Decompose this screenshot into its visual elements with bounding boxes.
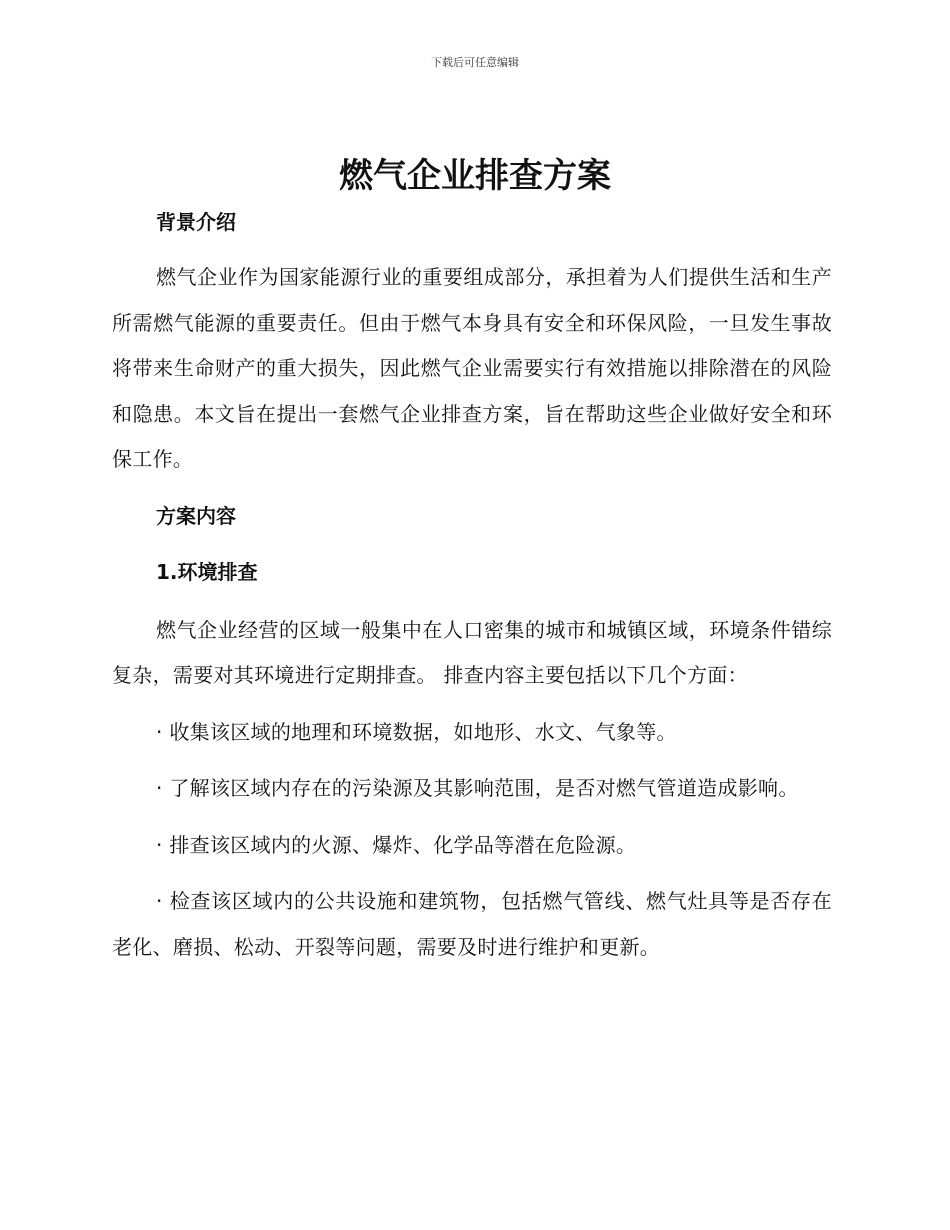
paragraph-environment: 燃气企业经营的区域一般集中在人口密集的城市和城镇区域，环境条件错综复杂，需要对其环境进行定期排查。 排查内容主要包括以下几个方面： xyxy=(112,617,832,687)
bullet-item-2: · 了解该区域内存在的污染源及其影响范围，是否对燃气管道造成影响。 xyxy=(156,776,799,800)
bullet-item-1: · 收集该区域的地理和环境数据，如地形、水文、气象等。 xyxy=(156,719,677,744)
section-heading-background: 背景介绍 xyxy=(156,210,236,234)
paragraph-background: 燃气企业作为国家能源行业的重要组成部分，承担着为人们提供生活和生产所需燃气能源的重要责任。但由于燃气本身具有安全和环保风险，一旦发生事故将带来生命财产的重大损失，因此燃气企业需要实行有效措施以排除潜在的风险和隐患。本文旨在提出一套燃气企业排查方案，旨在帮助这些企业做好安全和环保工作。 xyxy=(112,265,832,471)
subsection-heading-environment: 1.环境排查 xyxy=(156,559,258,584)
document-title: 燃气企业排查方案 xyxy=(339,156,611,196)
bullet-item-4: · 检查该区域内的公共设施和建筑物，包括燃气管线、燃气灶具等是否存在老化、磨损、松动、开裂等问题，需要及时进行维护和更新。 xyxy=(112,889,832,959)
page-header-note: 下载后可任意编辑 xyxy=(431,56,519,69)
section-heading-plan: 方案内容 xyxy=(156,503,236,528)
bullet-item-3: · 排查该区域内的火源、爆炸、化学品等潜在危险源。 xyxy=(156,832,637,857)
document-body xyxy=(112,202,832,970)
